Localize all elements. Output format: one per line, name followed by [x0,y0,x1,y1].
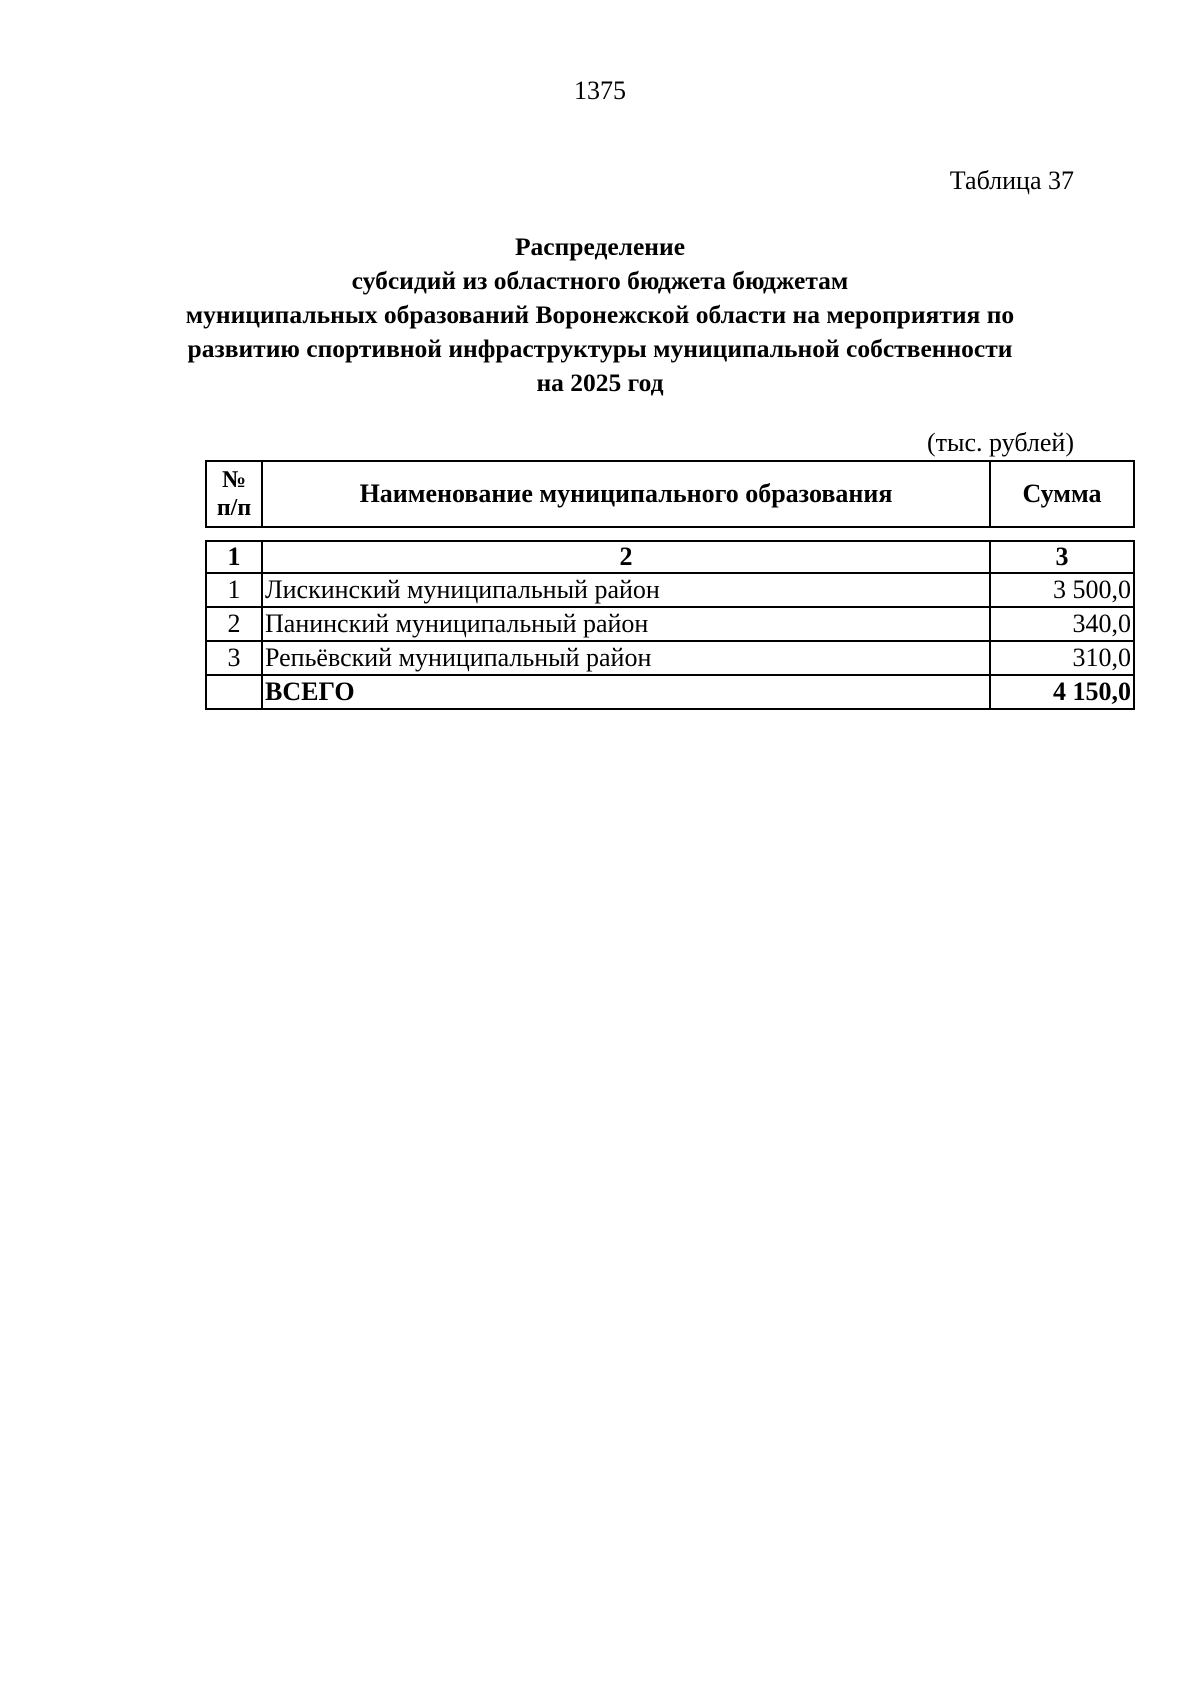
total-number [206,675,262,709]
column-number: 3 [990,541,1134,573]
header-number [206,461,262,527]
header-number-line1: № [221,467,247,493]
row-number: 1 [206,573,262,607]
column-number: 1 [206,541,262,573]
row-name: Лискинский муниципальный район [262,573,990,607]
document-title [150,230,1050,400]
page-number: 1375 [574,76,626,105]
table-row [206,573,1134,607]
row-sum: 3 500,0 [990,573,1134,607]
table-label: Таблица 37 [949,166,1074,195]
table-row [206,607,1134,641]
header-row [206,461,1134,527]
total-label: ВСЕГО [262,675,990,709]
table-header [205,460,1135,528]
row-name: Репьёвский муниципальный район [262,641,990,675]
row-sum: 310,0 [990,641,1134,675]
row-sum: 340,0 [990,607,1134,641]
header-sum: Сумма [990,461,1134,527]
row-number: 3 [206,641,262,675]
row-number: 2 [206,607,262,641]
title-line: муниципальных образований Воронежской области на мероприятия по [185,300,1015,329]
header-number-line2: п/п [216,495,252,521]
total-row [206,675,1134,709]
title-line: на 2025 год [536,368,664,397]
header-name: Наименование муниципального образования [262,461,990,527]
title-line: развитию спортивной инфраструктуры муниципальной собственности [187,334,1013,363]
total-sum: 4 150,0 [990,675,1134,709]
row-name: Панинский муниципальный район [262,607,990,641]
subsidy-table [205,540,1135,710]
column-number: 2 [262,541,990,573]
units-label: (тыс. рублей) [926,428,1074,457]
column-numbers-row [206,541,1134,573]
title-line: Распределение [514,232,686,261]
title-line: субсидий из областного бюджета бюджетам [351,266,849,295]
table-row [206,641,1134,675]
